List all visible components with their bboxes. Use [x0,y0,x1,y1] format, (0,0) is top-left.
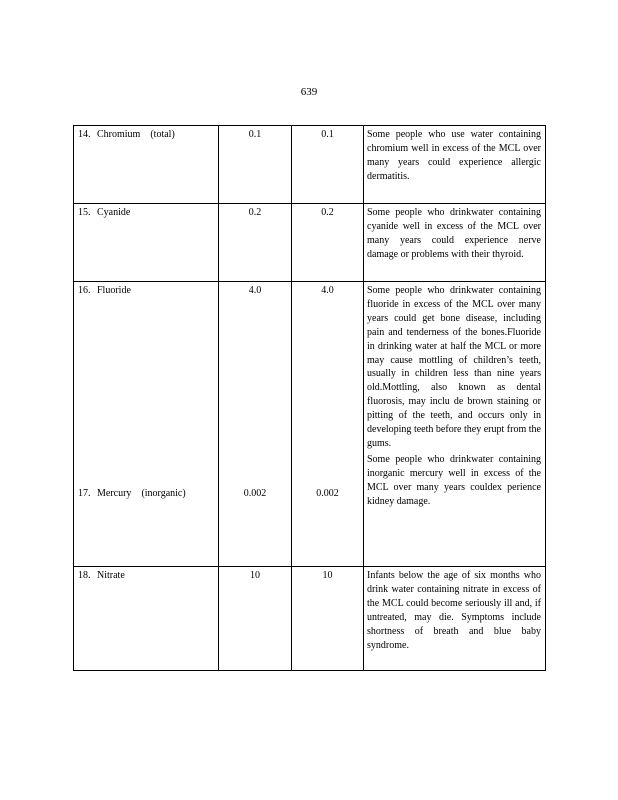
health-effects-text: Some people who drinkwater containing cyanide well in excess of the MCL over many years could experience nerve damage or problems with their thyroid. [367,207,541,260]
health-effects-cell [364,126,546,204]
health-effects-cell [364,282,546,567]
mcl-cell: 0.2 [292,204,364,282]
page-number: 639 [300,86,318,98]
mcl-cell: 0.1 [292,126,364,204]
mercury-name-block [78,487,215,501]
contaminant-name: Cyanide [97,207,131,218]
mclg-cell: 0.2 [219,204,292,282]
mercury-mclg: 0.002 [243,488,267,499]
table-row [74,126,546,204]
row-number: 14. [78,129,91,140]
contaminants-table-wrapper [73,125,546,671]
row-number: 16. [78,285,91,296]
contaminant-name: Fluoride [97,285,131,296]
health-effects-text: Some people who use water containing chromium well in excess of the MCL over many years could experience allergic dermatitis. [367,129,541,182]
mclg-cell: 0.1 [219,126,292,204]
contaminant-name-cell [74,282,219,567]
contaminant-name-cell [74,126,219,204]
contaminant-name-cell [74,204,219,282]
health-effects-cell [364,204,546,282]
mercury-mcl: 0.002 [316,488,339,499]
mcl-cell [292,282,364,567]
mclg-cell: 10 [219,567,292,671]
fluoride-name-block [78,284,215,485]
mcl-cell: 10 [292,567,364,671]
health-effects-cell [364,567,546,671]
row-number: 17. [78,488,91,499]
contaminants-table [73,125,546,671]
contaminant-qualifier: (total) [150,129,175,140]
health-effects-text: Infants below the age of six months who drink water containing nitrate in excess of the MCL could become seriously ill and, if untreated, may die. Symptoms include shortness of breath and blue baby syndrome. [367,570,541,651]
mercury-health-effects: Some people who drinkwater containing inorganic mercury well in excess of the MCL over many years couldex perience kidney damage. [367,453,541,507]
mclg-cell [219,282,292,567]
fluoride-health-effects: Some people who drinkwater containing fluoride in excess of the MCL over many years could get bone disease, including pain and tenderness of the bones.Fluoride in drinking water at half the MCL or more may cause mottling of children’s teeth, usually in children less than nine years old.Mottling, also known as dental fluorosis, may inclu de brown staining or pitting of the teeth, and occurs only in developing teeth before they erupt from the gums. [367,285,541,449]
fluoride-mcl: 4.0 [321,285,334,296]
row-number: 18. [78,570,91,581]
contaminant-name: Nitrate [97,570,125,581]
contaminant-name-cell [74,567,219,671]
contaminant-name: Mercury [97,488,132,499]
row-number: 15. [78,207,91,218]
contaminant-name: Chromium [97,129,141,140]
table-row [74,567,546,671]
table-row [74,204,546,282]
table-row [74,282,546,567]
contaminant-qualifier: (inorganic) [141,488,186,499]
fluoride-mclg: 4.0 [248,285,262,296]
